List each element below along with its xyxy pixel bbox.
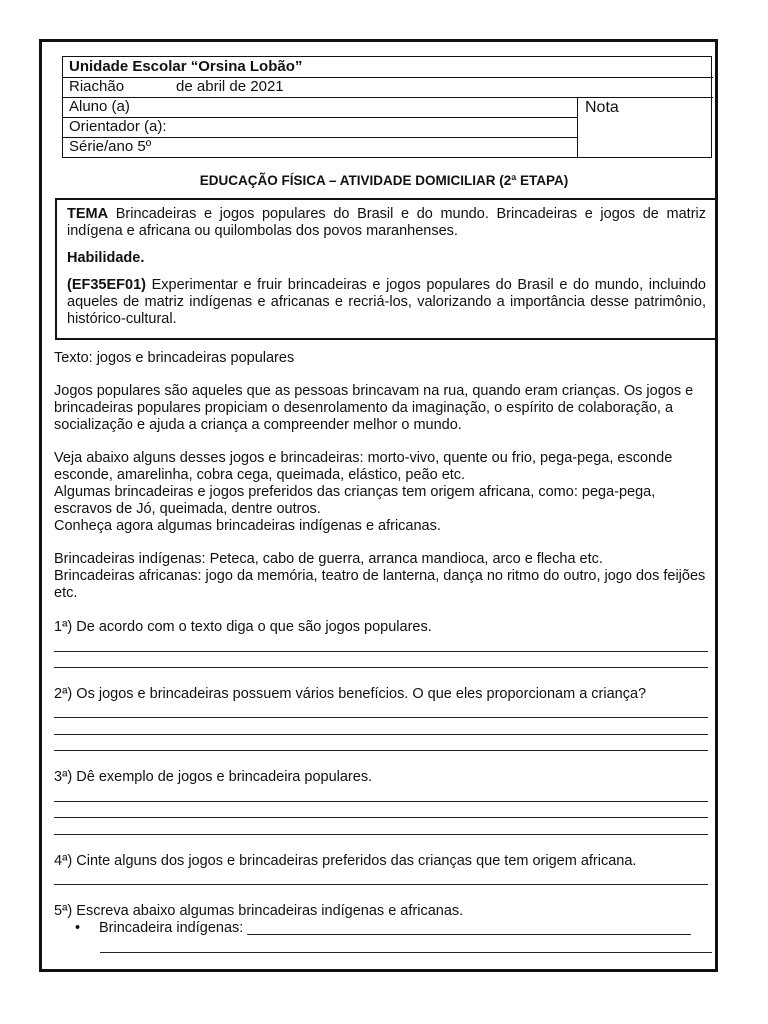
column-divider — [577, 97, 578, 157]
answer-line[interactable] — [100, 952, 712, 953]
grade-score-label: Nota — [585, 99, 619, 116]
answer-line[interactable] — [54, 734, 708, 735]
grade-field — [63, 137, 151, 157]
african-games: Brincadeiras africanas: jogo da memória, teatro de lanterna, dança no ritmo do outro, jogo dos feijões etc. — [54, 568, 706, 601]
header-table — [62, 56, 712, 158]
theme-box — [55, 198, 718, 340]
school-row — [63, 57, 302, 77]
text-paragraph-2 — [54, 450, 714, 535]
african-origin-games: Algumas brincadeiras e jogos preferidos das crianças tem origem africana, como: pega-pega, escravos de Jó, queimada, dentre outros. — [54, 484, 656, 517]
advisor-label: Orientador (a): — [69, 118, 167, 135]
theme-paragraph — [67, 206, 706, 240]
answer-blank[interactable]: _______________________________________________________ — [247, 920, 691, 936]
student-field — [63, 97, 130, 117]
bullet-icon: • — [75, 920, 81, 936]
document-title: EDUCAÇÃO FÍSICA – ATIVIDADE DOMICILIAR (2ª ETAPA) — [199, 173, 569, 188]
skill-code: (EF35EF01) — [67, 277, 146, 293]
bullet-item — [75, 920, 691, 937]
bullet-label: Brincadeira indígenas: — [99, 920, 248, 936]
text-paragraph-3 — [54, 551, 714, 602]
answer-line[interactable] — [54, 717, 708, 718]
answer-line[interactable] — [54, 884, 708, 885]
theme-text: Brincadeiras e jogos populares do Brasil e do mundo. Brincadeiras e jogos de matriz indígena e africana ou quilombolas dos povos maranhenses. — [67, 206, 706, 239]
answer-line[interactable] — [54, 651, 708, 652]
answer-line[interactable] — [54, 667, 708, 668]
intro-line: Conheça agora algumas brincadeiras indígenas e africanas. — [54, 518, 441, 534]
student-label: Aluno (a) — [69, 98, 130, 115]
city: Riachão — [69, 78, 125, 95]
reading-text — [54, 350, 714, 618]
advisor-field — [63, 117, 167, 137]
question-5: 5ª) Escreva abaixo algumas brincadeiras indígenas e africanas. — [54, 903, 464, 919]
question-3: 3ª) Dê exemplo de jogos e brincadeira populares. — [54, 769, 373, 785]
answer-line[interactable] — [54, 750, 708, 751]
skill-text: Experimentar e fruir brincadeiras e jogos populares do Brasil e do mundo, incluindo aqueles de matriz indígenas e africanas e recriá-los, valorizando a importância desse patrimônio, histórico-cultural. — [67, 277, 706, 327]
answer-line[interactable] — [54, 834, 708, 835]
text-heading: Texto: jogos e brincadeiras populares — [54, 350, 295, 366]
school-name: Unidade Escolar “Orsina Lobão” — [69, 58, 303, 75]
skill-heading: Habilidade. — [67, 250, 145, 266]
question-2: 2ª) Os jogos e brincadeiras possuem vários benefícios. O que eles proporcionam a criança? — [54, 686, 647, 702]
text-paragraph-1: Jogos populares são aqueles que as pessoas brincavam na rua, quando eram crianças. Os jogos e brincadeiras populares propiciam o desenrolamento da imaginação, o espírito de colaboração, a socialização e ajuda a criança a compreender melhor o mundo. — [54, 383, 694, 433]
answer-line[interactable] — [54, 817, 708, 818]
skill-paragraph — [67, 277, 706, 328]
games-list: Veja abaixo alguns desses jogos e brincadeiras: morto-vivo, quente ou frio, pega-pega, esconde esconde, amarelinha, cobra cega, queimada, elástico, peão etc. — [54, 450, 673, 483]
theme-label: TEMA — [67, 206, 109, 222]
indigenous-games: Brincadeiras indígenas: Peteca, cabo de guerra, arranca mandioca, arco e flecha etc. — [54, 551, 603, 567]
date: de abril de 2021 — [176, 78, 284, 95]
answer-line[interactable] — [54, 801, 708, 802]
question-1: 1ª) De acordo com o texto diga o que são jogos populares. — [54, 619, 432, 635]
question-4: 4ª) Cinte alguns dos jogos e brincadeiras preferidos das crianças que tem origem africana. — [54, 853, 637, 869]
date-row — [63, 77, 284, 97]
grade-label: Série/ano 5º — [69, 138, 152, 155]
